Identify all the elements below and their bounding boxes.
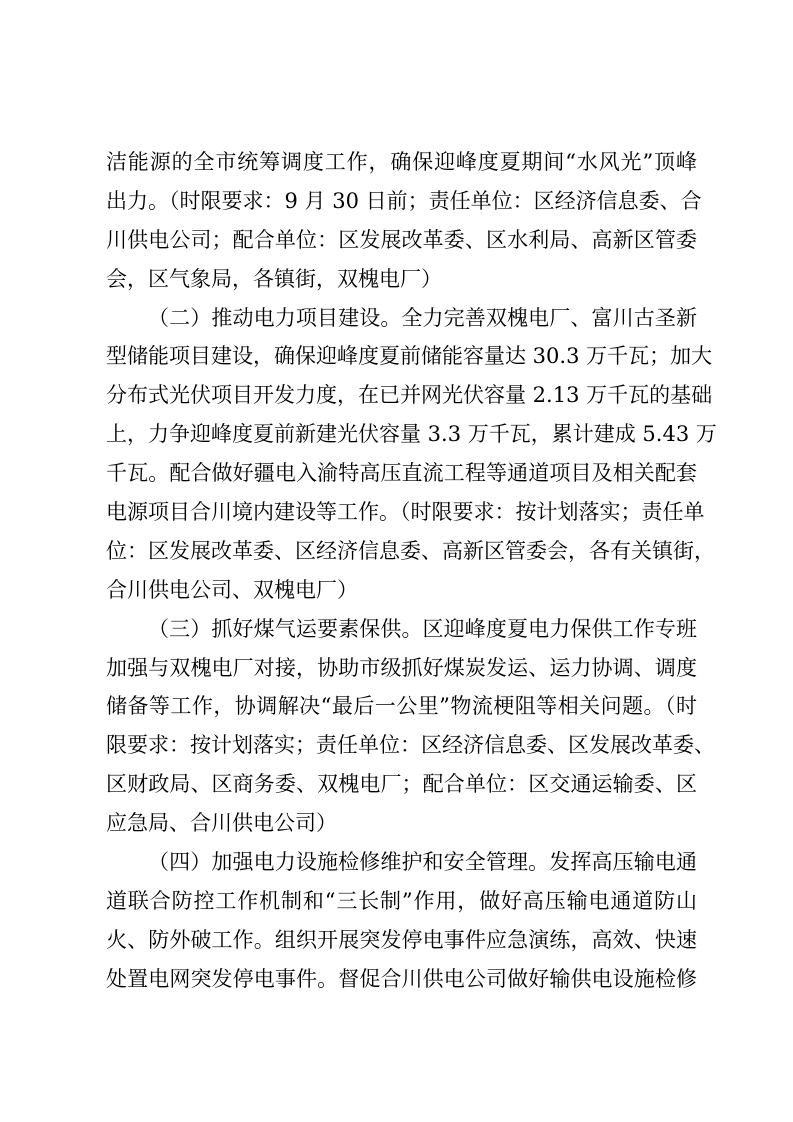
text-line: 合川供电公司、双槐电厂） bbox=[106, 577, 358, 602]
text-line: 会，区气象局，各镇街，双槐电厂） bbox=[106, 266, 442, 291]
body-text bbox=[106, 143, 717, 999]
text-line: 千瓦。配合做好疆电入渝特高压直流工程等通道项目及相关配套 bbox=[106, 461, 697, 486]
text-line: 上，力争迎峰度夏前新建光伏容量 3.3 万千瓦，累计建成 5.43 万 bbox=[106, 422, 717, 447]
text-line: 分布式光伏项目开发力度，在已并网光伏容量 2.13 万千瓦的基础 bbox=[106, 383, 713, 408]
section-2-heading-line: （二）推动电力项目建设。全力完善双槐电厂、富川古圣新 bbox=[148, 305, 697, 330]
text-line: 限要求：按计划落实；责任单位：区经济信息委、区发展改革委、 bbox=[106, 733, 715, 758]
text-line: 区财政局、区商务委、双槐电厂；配合单位：区交通运输委、区 bbox=[106, 772, 697, 797]
text-line: 储备等工作，协调解决“最后一公里”物流梗阻等相关问题。（时 bbox=[106, 694, 697, 719]
text-line: 电源项目合川境内建设等工作。（时限要求：按计划落实；责任单 bbox=[106, 500, 705, 525]
text-line: 洁能源的全市统筹调度工作，确保迎峰度夏期间“水风光”顶峰 bbox=[106, 150, 697, 174]
text-line: 川供电公司；配合单位：区发展改革委、区水利局、高新区管委 bbox=[106, 227, 697, 252]
text-line: 应急局、合川供电公司） bbox=[106, 811, 337, 836]
text-line: 道联合防控工作机制和“三长制”作用，做好高压输电通道防山 bbox=[106, 888, 697, 913]
text-line: 加强与双槐电厂对接，协助市级抓好煤炭发运、运力协调、调度 bbox=[106, 655, 697, 680]
text-line: 位：区发展改革委、区经济信息委、高新区管委会，各有关镇街， bbox=[106, 538, 715, 563]
section-4-heading-line: （四）加强电力设施检修维护和安全管理。发挥高压输电通 bbox=[148, 850, 697, 875]
text-line: 型储能项目建设，确保迎峰度夏前储能容量达 30.3 万千瓦；加大 bbox=[106, 344, 713, 369]
text-line: 处置电网突发停电事件。督促合川供电公司做好输供电设施检修 bbox=[106, 966, 697, 991]
text-line: 出力。（时限要求：9 月 30 日前；责任单位：区经济信息委、合 bbox=[106, 188, 702, 213]
section-3-heading-line: （三）抓好煤气运要素保供。区迎峰度夏电力保供工作专班 bbox=[148, 616, 697, 641]
text-line: 火、防外破工作。组织开展突发停电事件应急演练，高效、快速 bbox=[106, 927, 697, 952]
